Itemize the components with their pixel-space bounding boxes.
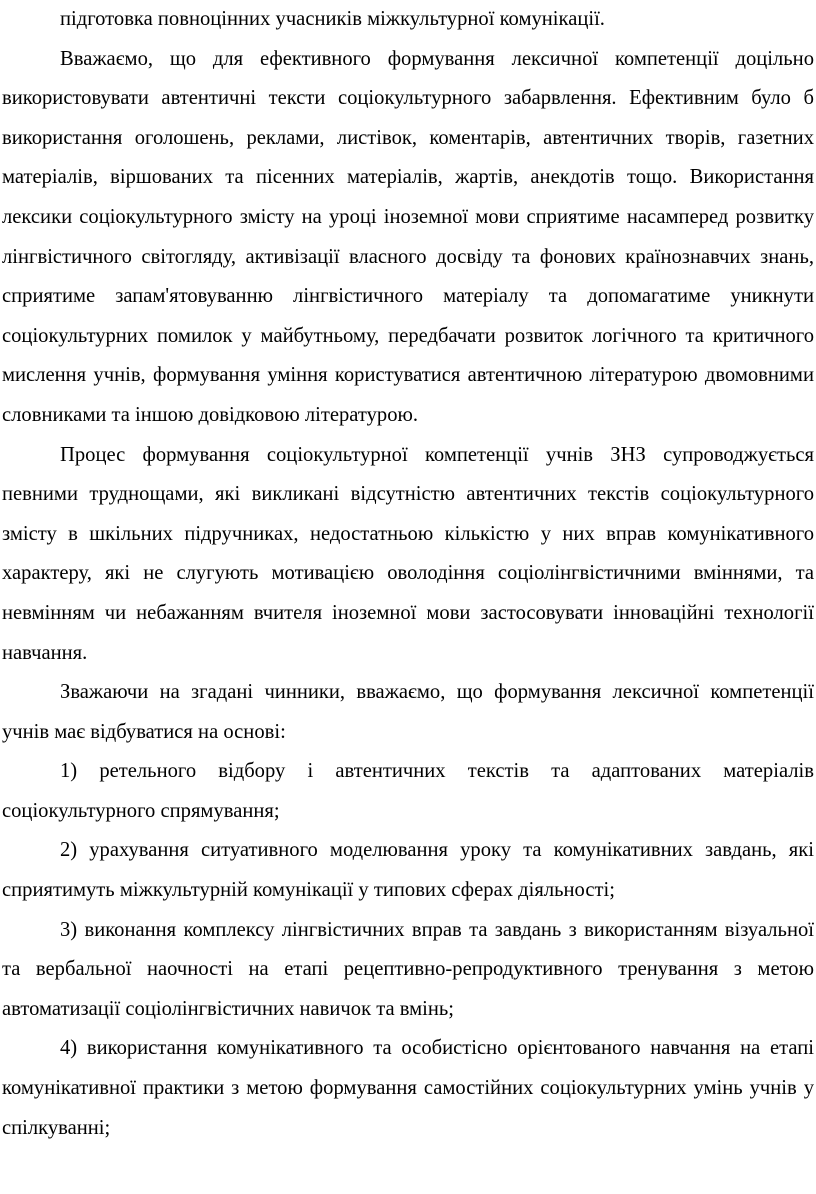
paragraph: Вважаємо, що для ефективного формування лексичної компетенції доцільно використовувати автентичні тексти соціокультурного забарвлення. Ефективним було б використання оголошень, реклами, листівок, коментарів, автентичних творів, газетних матеріалів, віршованих та пісенних матеріалів, жартів, анекдотів тощо. Використання лексики соціокультурного змісту на уроці іноземної мови сприятиме насамперед розвитку лінгвістичного світогляду, активізації власного досвіду та фонових країнознавчих знань, сприятиме запам'ятовуванню лінгвістичного матеріалу та допомагатиме уникнути соціокультурних помилок у майбутньому, передбачати розвиток логічного та критичного мислення учнів, формування уміння користуватися автентичною літературою двомовними словниками та іншою довідковою літературою.: [2, 47, 814, 426]
list-item: 1) ретельного відбору і автентичних текстів та адаптованих матеріалів соціокультурного спрямування;: [2, 760, 814, 822]
paragraph: Зважаючи на згадані чинники, вважаємо, що формування лексичної компетенції учнів має відбуватися на основі:: [2, 681, 814, 743]
list-item: 3) виконання комплексу лінгвістичних вправ та завдань з використанням візуальної та вербальної наочності на етапі рецептивно-репродуктивного тренування з метою автоматизації соціолінгвістичних навичок та вмінь;: [2, 918, 814, 1020]
list-item: 4) використання комунікативного та особистісно орієнтованого навчання на етапі комунікативної практики з метою формування самостійних соціокультурних умінь учнів у спілкуванні;: [2, 1037, 814, 1139]
paragraph: Процес формування соціокультурної компетенції учнів ЗНЗ супроводжується певними труднощами, які викликані відсутністю автентичних текстів соціокультурного змісту в шкільних підручниках, недостатньою кількістю у них вправ комунікативного характеру, які не слугують мотивацією оволодіння соціолінгвістичними вміннями, та невмінням чи небажанням вчителя іноземної мови застосовувати інноваційні технології навчання.: [2, 443, 814, 664]
document-page: [2, 0, 814, 1148]
paragraph-continuation: підготовка повноцінних учасників міжкультурної комунікації.: [60, 8, 605, 30]
list-item: 2) урахування ситуативного моделювання уроку та комунікативних завдань, які сприятимуть міжкультурній комунікації у типових сферах діяльності;: [2, 839, 814, 902]
